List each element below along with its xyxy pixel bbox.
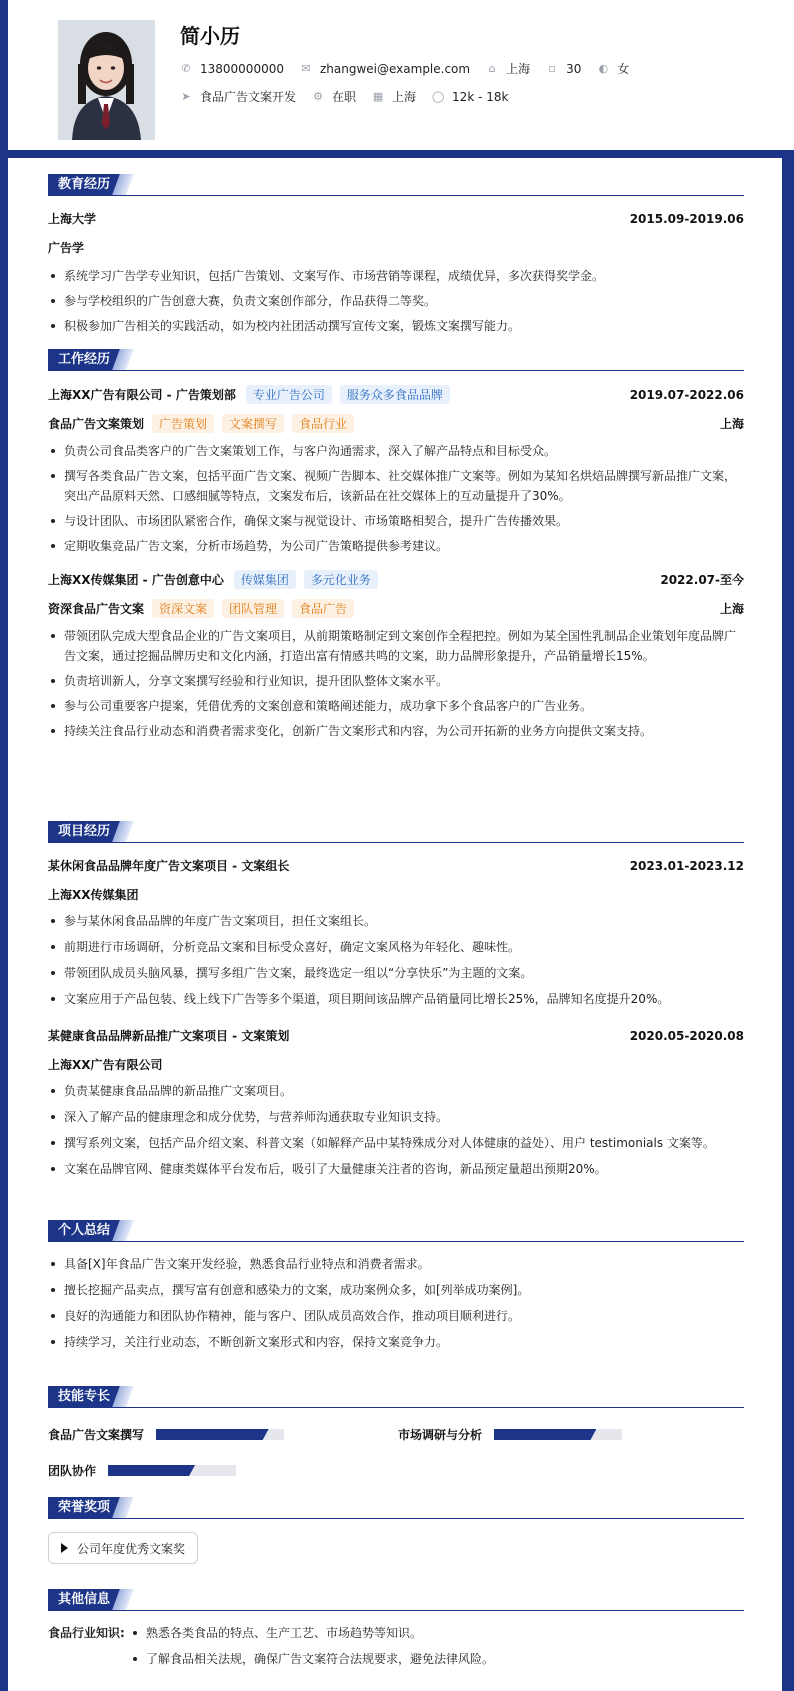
company-tag: 多元化业务 [304,570,378,589]
list-item: 熟悉各类食品的特点、生产工艺、市场趋势等知识。 [130,1623,494,1643]
phone-icon: ✆ [181,61,191,75]
other-info-bullets [130,1623,494,1669]
job-item [180,88,296,105]
list-item: 持续学习，关注行业动态，不断创新文案形式和内容，保持文案竞争力。 [48,1332,744,1352]
job-date: 2022.07-至今 [660,573,744,587]
job-header [48,570,744,589]
company-tag: 传媒集团 [234,570,296,589]
gender-value: 女 [617,62,630,76]
project-date: 2020.05-2020.08 [629,1028,744,1043]
project-org: 上海XX传媒集团 [48,888,139,902]
job-city: 上海 [719,602,744,616]
list-item: 文案应用于产品包装、线上线下广告等多个渠道，项目期间该品牌产品销量同比增长25%，品牌知名度提升20%。 [48,989,744,1009]
avatar-illustration [58,20,155,140]
gender-icon: ◐ [598,61,609,75]
city-item [486,60,530,77]
section-header [48,1497,744,1519]
list-item: 负责某健康食品品牌的新品推广文案项目。 [48,1081,744,1101]
job-city: 上海 [719,417,744,431]
salary-value: 12k - 18k [452,89,509,104]
contact-row [180,60,645,77]
list-item: 良好的沟通能力和团队协作精神，能与客户、团队成员高效合作，推动项目顺利进行。 [48,1306,744,1326]
project-header [48,857,744,874]
section-header [48,1220,744,1242]
project-date: 2023.01-2023.12 [629,858,744,873]
list-item: 文案在品牌官网、健康类媒体平台发布后，吸引了大量健康关注者的咨询，新品预定量超出预期20%。 [48,1159,744,1179]
list-item: 带领团队完成大型食品企业的广告文案项目，从前期策略制定到文案创作全程把控。例如为某全国性乳制品企业策划年度品牌广告文案，通过挖掘品牌历史和文化内涵，打造出富有情感共鸣的文案，助力品牌形象提升，产品销量增长15%。 [48,626,744,666]
status-item [312,88,356,105]
section-title: 教育经历 [48,174,120,195]
list-item: 负责公司食品类客户的广告文案策划工作，与客户沟通需求，深入了解产品特点和目标受众。 [48,441,744,461]
list-item: 与设计团队、市场团队紧密合作，确保文案与视觉设计、市场策略相契合，提升广告传播效果。 [48,511,744,531]
school-name: 上海大学 [48,212,97,226]
age-value: 30 [566,61,582,76]
summary-section [48,1220,744,1352]
section-header [48,821,744,843]
other-info-row [48,1623,744,1669]
job-header [48,385,744,404]
building-icon: ▦ [372,89,384,103]
role-name: 食品广告文案策划 [48,417,145,431]
company-tag: 服务众多食品品牌 [340,385,450,404]
award-name: 公司年度优秀文案奖 [77,1541,186,1556]
major-row [48,239,744,256]
section-title: 其他信息 [48,1589,120,1610]
skill-bar-fill [494,1429,596,1440]
section-header [48,174,744,196]
gender-item [597,60,629,77]
project-bullets [48,1081,744,1179]
list-item: 撰写各类食品广告文案，包括平面广告文案、视频广告脚本、社交媒体推广文案等。例如为某知名烘焙品牌撰写新品推广文案，突出产品原料天然、口感细腻等特点，文案发布后，该新品在社交媒体上的互动量提升了30%。 [48,466,744,506]
awards-section [48,1497,744,1577]
send-icon: ➤ [181,89,191,103]
email-value: zhangwei@example.com [319,61,471,76]
list-item: 定期收集竞品广告文案，分析市场趋势，为公司广告策略提供参考建议。 [48,536,744,556]
skill-bar-fill [156,1429,269,1440]
list-item: 负责培训新人，分享文案撰写经验和行业知识，提升团队整体文案水平。 [48,671,744,691]
list-item: 参与学校组织的广告创意大赛，负责文案创作部分，作品获得二等奖。 [48,291,744,311]
major-name: 广告学 [48,241,85,255]
skills-section [48,1386,744,1496]
skill-name: 食品广告文案撰写 [48,1428,145,1442]
list-item: 带领团队成员头脑风暴，撰写多组广告文案，最终选定一组以“分享快乐”为主题的文案。 [48,963,744,983]
gear-icon: ⚙ [313,89,323,103]
skill-item [48,1462,236,1479]
list-item: 积极参加广告相关的实践活动，如为校内社团活动撰写宣传文案，锻炼文案撰写能力。 [48,316,744,336]
role-row [48,414,744,433]
list-item: 参与某休闲食品品牌的年度广告文案项目，担任文案组长。 [48,911,744,931]
work-section [48,349,744,741]
email-item [300,62,470,76]
role-tag: 文案撰写 [222,414,284,433]
list-item: 系统学习广告学专业知识，包括广告策划、文案写作、市场营销等课程，成绩优异，多次获得奖学金。 [48,266,744,286]
skill-bar [494,1429,622,1440]
skill-bar-fill [108,1465,195,1476]
phone-item [180,62,284,76]
other-section [48,1589,744,1685]
education-date: 2015.09-2019.06 [629,211,744,226]
role-tag: 食品行业 [292,414,354,433]
phone-value: 13800000000 [200,61,284,76]
company-name: 上海XX广告有限公司 - 广告策划部 [48,388,236,402]
project-title: 某健康食品品牌新品推广文案项目 - 文案策划 [48,1029,290,1043]
role-tag: 食品广告 [292,599,354,618]
project-org: 上海XX广告有限公司 [48,1058,163,1072]
education-section [48,174,744,336]
projects-section [48,821,744,1179]
city-value: 上海 [506,62,531,76]
job-value: 食品广告文案开发 [200,90,297,104]
mail-icon: ✉ [301,61,311,75]
target-city-value: 上海 [392,90,417,104]
other-info-label: 食品行业知识: [48,1626,125,1640]
section-title: 技能专长 [48,1386,120,1407]
project-header [48,1027,744,1044]
resume-header [8,0,794,150]
section-header [48,349,744,371]
education-bullets [48,266,744,336]
award-chip [48,1532,198,1564]
project-title: 某休闲食品品牌年度广告文案项目 - 文案组长 [48,859,290,873]
section-title: 荣誉奖项 [48,1497,120,1518]
job-bullets [48,441,744,556]
company-name: 上海XX传媒集团 - 广告创意中心 [48,573,224,587]
section-title: 工作经历 [48,349,120,370]
role-tag: 广告策划 [152,414,214,433]
home-icon: ⌂ [488,61,496,75]
salary-item [432,90,508,104]
list-item: 前期进行市场调研，分析竞品文案和目标受众喜好，确定文案风格为年轻化、趣味性。 [48,937,744,957]
skill-item [398,1426,622,1443]
skill-name: 团队协作 [48,1464,97,1478]
status-value: 在职 [332,90,357,104]
job-bullets [48,626,744,741]
list-item: 深入了解产品的健康理念和成分优势，与营养师沟通获取专业知识支持。 [48,1107,744,1127]
intention-row [180,88,524,105]
age-item [546,62,581,76]
skill-item [48,1426,284,1443]
education-header [48,210,744,227]
section-header [48,1589,744,1611]
project-org-row [48,886,744,903]
list-item: 具备[X]年食品广告文案开发经验，熟悉食品行业特点和消费者需求。 [48,1254,744,1274]
skill-bar [108,1465,236,1476]
role-tag: 资深文案 [152,599,214,618]
play-triangle-icon [61,1543,68,1553]
project-org-row [48,1056,744,1073]
list-item: 撰写系列文案，包括产品介绍文案、科普文案（如解释产品中某特殊成分对人体健康的益处）、用户 testimonials 文案等。 [48,1133,744,1153]
company-tag: 专业广告公司 [246,385,332,404]
list-item: 擅长挖掘产品卖点，撰写富有创意和感染力的文案，成功案例众多，如[列举成功案例]。 [48,1280,744,1300]
resume-body [8,158,782,1691]
target-city-item [372,88,416,105]
project-bullets [48,911,744,1009]
role-tag: 团队管理 [222,599,284,618]
section-header [48,1386,744,1408]
coin-icon: ◯ [432,89,445,103]
role-row [48,599,744,618]
skill-name: 市场调研与分析 [398,1428,483,1442]
candidate-name: 简小历 [180,24,240,48]
list-item: 了解食品相关法规，确保广告文案符合法规要求，避免法律风险。 [130,1649,494,1669]
profile-photo [58,20,155,140]
section-title: 个人总结 [48,1220,120,1241]
section-title: 项目经历 [48,821,120,842]
list-item: 参与公司重要客户提案，凭借优秀的文案创意和策略阐述能力，成功拿下多个食品客户的广告业务。 [48,696,744,716]
job-date: 2019.07-2022.06 [629,387,744,402]
role-name: 资深食品广告文案 [48,602,145,616]
cake-icon: ▫ [548,61,556,75]
skill-bar [156,1429,284,1440]
list-item: 持续关注食品行业动态和消费者需求变化，创新广告文案形式和内容，为公司开拓新的业务方向提供文案支持。 [48,721,744,741]
summary-bullets [48,1254,744,1352]
